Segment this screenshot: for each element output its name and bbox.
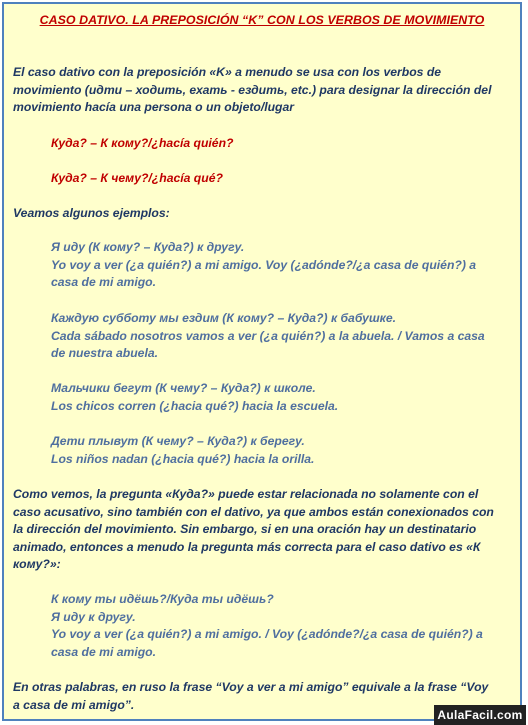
- lesson-sheet: [2, 2, 522, 721]
- example-line: Каждую субботу мы ездим (К кому? – Куда?) к бабушке.: [51, 311, 397, 325]
- explanation-line: la dirección del movimiento. Sin embargo, si en una oración hay un destinatario: [13, 522, 477, 536]
- example-line: Yo voy a ver (¿a quién?) a mi amigo. Voy (¿adónde?/¿a casa de quién?) a: [51, 257, 477, 272]
- intro-line: movimiento (идти – ходить, ехать - ездить, etc.) para designar la dirección del: [13, 82, 492, 97]
- explanation-line: кому?»:: [13, 557, 61, 571]
- question-line: Куда? – К чему?/¿hacía qué?: [51, 171, 223, 185]
- example-line: Мальчики бегут (К чему? – Куда?) к школе.: [51, 381, 316, 395]
- example-line: Los chicos corren (¿hacia qué?) hacia la escuela.: [51, 398, 339, 413]
- intro-paragraph: [13, 64, 513, 117]
- example-line: casa de mi amigo.: [51, 275, 156, 289]
- question-chego: [51, 170, 528, 188]
- example-2: [51, 310, 519, 363]
- explanation-line: Como vemos, la pregunta «Куда?» puede estar relacionada no solamente con el: [13, 487, 479, 501]
- conclusion-line: En otras palabras, en ruso la frase “Voy a ver a mi amigo” equivale a la frase “Voy: [13, 680, 489, 694]
- conclusion-line: a casa de mi amigo”.: [13, 697, 135, 712]
- example-line: Yo voy a ver (¿a quién?) a mi amigo. / Voy (¿adónde?/¿a casa de quién?) a: [51, 627, 483, 641]
- example-line: Cada sábado nosotros vamos a ver (¿a quién?) a la abuela. / Vamos a casa: [51, 328, 485, 343]
- explanation-line: caso acusativo, sino también con el dativo, ya que ambos están conexionados con: [13, 504, 494, 519]
- examples-intro-line: Veamos algunos ejemplos:: [13, 206, 170, 220]
- example-line: Дети плывут (К чему? – Куда?) к берегу.: [51, 434, 305, 448]
- example-line: К кому ты идёшь?/Куда ты идёшь?: [51, 592, 274, 606]
- examples-intro: [13, 205, 513, 223]
- example-line: Я иду к другу.: [51, 609, 136, 624]
- example-4: [51, 433, 519, 468]
- example-1: [51, 239, 519, 292]
- question-line: Куда? – К кому?/¿hacía quién?: [51, 136, 234, 150]
- example-5: [51, 591, 519, 661]
- example-line: de nuestra abuela.: [51, 346, 159, 360]
- example-line: Los niños nadan (¿hacia qué?) hacia la orilla.: [51, 451, 315, 466]
- question-kogo: [51, 135, 528, 153]
- example-line: casa de mi amigo.: [51, 644, 156, 659]
- intro-line: movimiento hacía una persona o un objeto/lugar: [13, 100, 295, 114]
- example-3: [51, 380, 519, 415]
- intro-line: El caso dativo con la preposición «K» a menudo se usa con los verbos de: [13, 65, 442, 79]
- lesson-title: CASO DATIVO. LA PREPOSICIÓN “K” CON LOS VERBOS DE MOVIMIENTO: [39, 13, 485, 27]
- explanation-paragraph: [13, 486, 513, 574]
- example-line: Я иду (К кому? – Куда?) к другу.: [51, 240, 245, 254]
- aulafacil-watermark: AulaFacil.com: [434, 705, 526, 725]
- explanation-line: animado, entonces a menudo la pregunta más correcta para el caso dativo es «К: [13, 539, 481, 554]
